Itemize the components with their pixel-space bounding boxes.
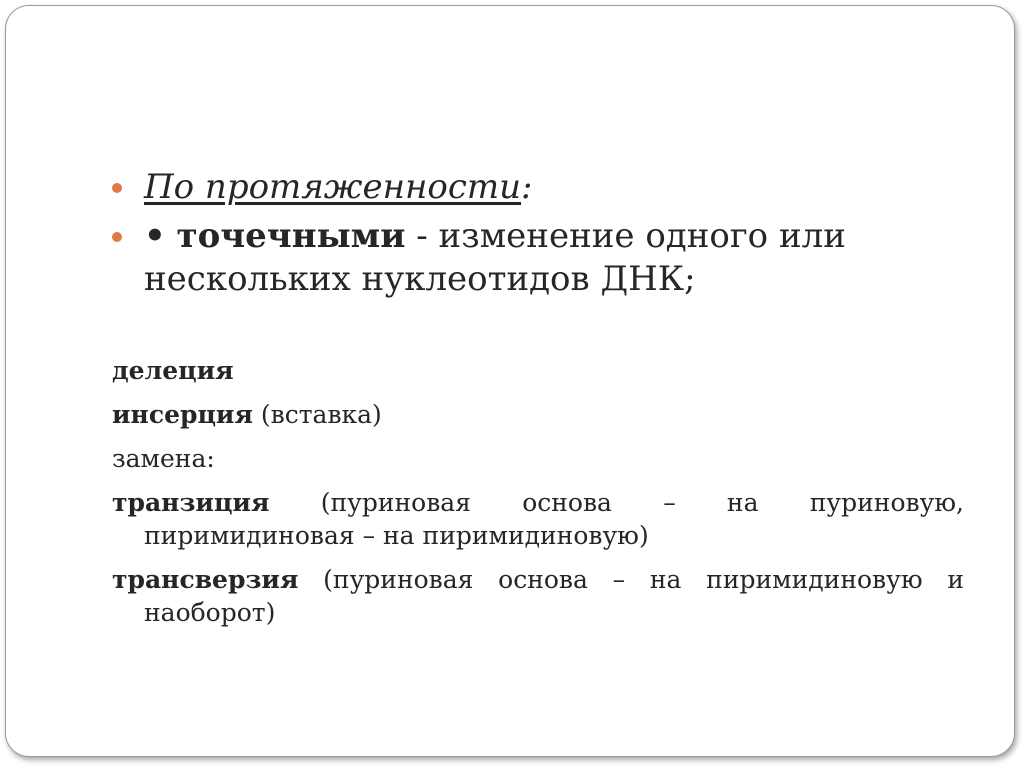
insertion-line <box>112 398 964 431</box>
bullet-item-point <box>112 215 972 301</box>
bullet-list <box>112 166 972 301</box>
transversion-line-1 <box>112 563 964 596</box>
substitution-label: замена: <box>112 444 215 473</box>
bullet-dot-icon <box>112 232 122 242</box>
bullet-dot-icon <box>112 183 122 193</box>
heading-text: По протяженности <box>144 167 522 207</box>
transition-line-1 <box>112 486 964 519</box>
definitions-block <box>112 354 964 640</box>
bullet-item-length <box>112 166 972 209</box>
point-description-1: - изменение одного или <box>405 216 846 256</box>
transition-term: транзиция <box>112 488 270 517</box>
point-description-2: нескольких нуклеотидов ДНК; <box>144 259 696 299</box>
transversion-text-1: (пуриновая основа – на пиримидиновую и <box>323 565 965 594</box>
transversion-term: трансверзия <box>112 565 299 594</box>
transition-text-2: пиримидиновая – на пиримидиновую) <box>144 521 649 550</box>
point-term: точечными <box>176 216 406 256</box>
deletion-term: делеция <box>112 356 234 385</box>
heading-colon: : <box>521 167 533 207</box>
insertion-note: (вставка) <box>252 400 382 429</box>
transversion-definition <box>112 563 964 629</box>
transition-text-1: (пуриновая основа – на пуриновую, <box>320 488 964 517</box>
transversion-text-2: наоборот) <box>144 598 276 627</box>
point-marker: • <box>144 216 166 256</box>
transition-definition <box>112 486 964 552</box>
insertion-term: инсерция <box>112 400 253 429</box>
